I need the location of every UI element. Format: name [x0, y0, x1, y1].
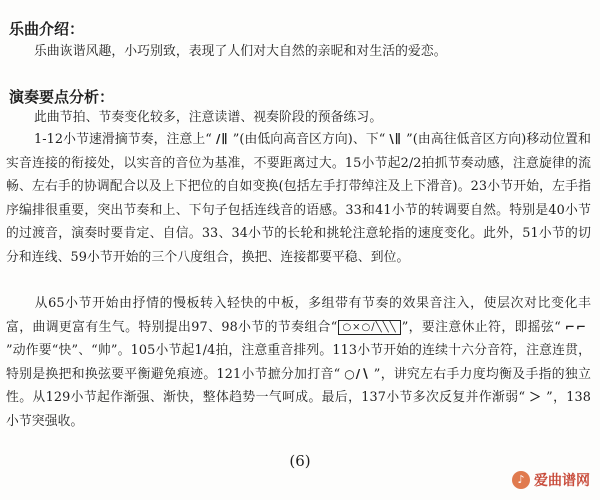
- strike-note-notation-symbol: ○/∖: [344, 366, 370, 381]
- rhythm-group-notation-symbol: ○×○/╲╲╲: [338, 320, 400, 335]
- page-number: (6): [289, 452, 311, 470]
- section-intro-text: 乐曲诙谐风趣，小巧别致，表现了人们对大自然的亲昵和对生活的爱恋。: [34, 44, 447, 59]
- section-analysis-heading: 演奏要点分析：: [9, 88, 115, 106]
- watermark-text: 爱曲谱网: [534, 473, 590, 489]
- music-note-icon: ♪: [512, 471, 530, 489]
- analysis-paragraph-1: 此曲节拍、节奏变化较多，注意读谱、视奏阶段的预备练习。: [34, 110, 383, 125]
- diminuendo-notation-symbol: ＞: [529, 390, 543, 405]
- analysis-paragraph-2: 1-12小节速滑摘节奏，注意上“ /∥ ”(由低向高音区方向)、下“ \∥ ”(由高往低音区方向)移动位置和实音连接的衔接处，以实音的音位为基准，不要距离过大。15小节起2/2拍抓节奏动感，注意旋律的流畅、左右手的协调配合以及上下把位的自如变换(包括左手打带绰注及上下滑音)。23小节开始，左手指序编排很重要，突出节奏和上、下句子包括连线音的语感。33和41小节的转调要自然。特别是40小节的过渡音，演奏时要肯定、自信。33、34小节的长轮和挑轮注意轮指的速度变化。此外，51小节的切分和连线、59小节开始的三个八度组合，换把、连接都要平稳、到位。: [6, 132, 591, 265]
- slide-down-notation-symbol: \∥: [389, 132, 403, 146]
- section-intro-heading: 乐曲介绍：: [9, 20, 85, 38]
- analysis-paragraph-3: 从65小节开始由抒情的慢板转入轻快的中板，多组带有节奏的效果音注入，使层次对比变化丰富，曲调更富有生气。特别提出97、98小节的节奏组合“ ○×○/╲╲╲ ”，要注意休止符，即摇弦“ ⌐⌐”动作要“快”、“帅”。105小节起1/4拍，注意重音排列。113小节开始的连续十六分音符，注意连贯，特别是换把和换弦要平衡避免痕迹。121小节摭分加打音“ ○/∖ ”，讲究左右手力度均衡及手指的独立性。从129小节起作渐强、渐快，整体趋势一气呵成。最后，137小节多次反复并作渐弱“ ＞ ”，138小节突强收。: [6, 296, 592, 429]
- shake-string-notation-symbol: ⌐⌐: [564, 319, 588, 334]
- site-watermark: [512, 470, 590, 490]
- slide-up-notation-symbol: /∥: [215, 132, 229, 146]
